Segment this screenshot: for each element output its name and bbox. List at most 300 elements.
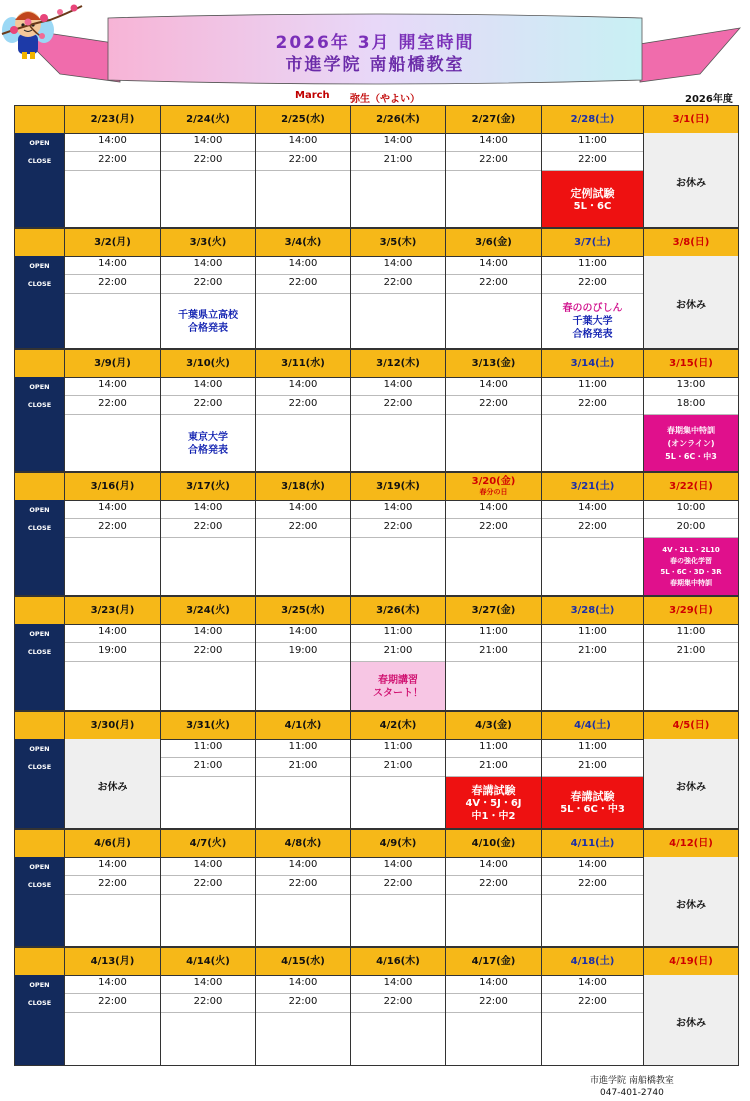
date-label: 3/11(水) <box>281 358 325 369</box>
event-line: 合格発表 <box>188 444 228 456</box>
date-cell <box>541 350 643 377</box>
closed-label: お休み <box>676 781 706 793</box>
close-label: CLOSE <box>27 763 52 771</box>
event-line: スタート！ <box>373 687 423 699</box>
close-time: 22:00 <box>98 878 127 889</box>
date-cell <box>255 350 350 377</box>
date-cell <box>350 229 445 256</box>
event-line: 5L・6C・3D・3R <box>660 568 722 576</box>
open-label: OPEN <box>29 981 50 989</box>
open-time: 11:00 <box>383 741 413 752</box>
date-label: 3/18(水) <box>281 481 325 492</box>
open-label: OPEN <box>29 383 50 391</box>
open-time: 14:00 <box>383 859 413 870</box>
day-column <box>445 133 541 228</box>
date-cell <box>160 830 255 857</box>
row-divider <box>446 661 541 662</box>
date-cell <box>255 830 350 857</box>
date-cell <box>445 597 541 624</box>
open-time: 14:00 <box>578 502 607 513</box>
event-line: (オンライン) <box>667 439 715 448</box>
close-time: 22:00 <box>383 996 413 1007</box>
close-label: CLOSE <box>27 648 52 656</box>
row-divider <box>351 414 445 415</box>
row-divider <box>65 642 160 643</box>
date-cell <box>445 948 541 975</box>
day-column <box>445 500 541 596</box>
day-column <box>350 975 445 1066</box>
row-divider <box>644 395 738 396</box>
date-cell <box>541 948 643 975</box>
date-cell <box>350 473 445 500</box>
open-time: 11:00 <box>578 626 607 637</box>
row-divider <box>446 757 541 758</box>
event-box <box>644 415 738 472</box>
row-divider <box>161 395 255 396</box>
row-divider <box>65 993 160 994</box>
date-label: 3/4(水) <box>284 237 322 248</box>
event-line: 4V・5J・6J <box>465 797 522 809</box>
row-divider <box>446 170 541 171</box>
row-divider <box>65 537 160 538</box>
date-cell <box>160 350 255 377</box>
close-time: 22:00 <box>578 878 607 889</box>
week-row <box>14 228 739 349</box>
date-cell <box>350 712 445 739</box>
close-label: CLOSE <box>27 999 52 1007</box>
row-divider <box>256 894 350 895</box>
event-line: 千葉県立高校 <box>178 309 238 321</box>
date-label: 3/24(火) <box>186 605 230 616</box>
open-time: 14:00 <box>479 379 508 390</box>
row-divider <box>161 518 255 519</box>
row-divider <box>351 274 445 275</box>
week-row <box>14 711 739 829</box>
date-header-row <box>15 596 738 625</box>
open-label: OPEN <box>29 630 50 638</box>
close-time: 22:00 <box>193 878 223 889</box>
row-divider <box>542 537 643 538</box>
event-line: 春講試験 <box>570 790 615 803</box>
date-label: 3/14(土) <box>570 358 615 369</box>
close-time: 22:00 <box>479 154 508 165</box>
row-divider <box>351 642 445 643</box>
date-label: 4/17(金) <box>471 956 516 967</box>
close-time: 22:00 <box>288 996 318 1007</box>
row-divider <box>542 274 643 275</box>
open-label: OPEN <box>29 262 50 270</box>
row-divider <box>256 414 350 415</box>
date-label: 3/6(金) <box>475 237 512 248</box>
event-line: 東京大学 <box>188 431 228 443</box>
day-column <box>255 739 350 829</box>
date-label: 2/24(火) <box>186 114 230 125</box>
close-label: CLOSE <box>27 881 52 889</box>
event-line: 5L・6C・中3 <box>665 452 717 461</box>
open-close-labels <box>15 624 64 711</box>
date-cell <box>350 106 445 133</box>
day-column <box>255 975 350 1066</box>
date-label: 2/25(水) <box>281 114 325 125</box>
event-line: 合格発表 <box>188 322 228 334</box>
open-time: 14:00 <box>193 502 223 513</box>
date-cell <box>643 948 738 975</box>
date-cell <box>64 712 160 739</box>
row-divider <box>542 414 643 415</box>
day-column <box>541 500 643 596</box>
close-time: 22:00 <box>383 277 413 288</box>
day-column <box>255 500 350 596</box>
close-time: 22:00 <box>193 521 223 532</box>
event-line: 5L・6C <box>573 200 612 212</box>
date-cell <box>255 229 350 256</box>
event-box <box>542 171 643 228</box>
row-divider <box>256 993 350 994</box>
close-time: 22:00 <box>98 398 127 409</box>
close-time: 22:00 <box>193 154 223 165</box>
row-divider <box>542 151 643 152</box>
close-time: 21:00 <box>479 760 508 771</box>
row-divider <box>446 518 541 519</box>
date-cell <box>445 473 541 500</box>
day-column <box>255 133 350 228</box>
open-label: OPEN <box>29 745 50 753</box>
date-cell <box>541 229 643 256</box>
close-label: CLOSE <box>27 157 52 165</box>
row-divider <box>542 894 643 895</box>
open-time: 14:00 <box>193 859 223 870</box>
title-banner <box>0 0 750 100</box>
day-column <box>445 624 541 711</box>
row-divider <box>542 1012 643 1013</box>
row-divider <box>256 661 350 662</box>
open-time: 14:00 <box>98 379 127 390</box>
row-divider <box>351 170 445 171</box>
date-cell <box>64 229 160 256</box>
row-divider <box>446 151 541 152</box>
date-label: 3/20(金) <box>471 476 516 487</box>
row-divider <box>351 293 445 294</box>
close-time: 22:00 <box>578 398 607 409</box>
close-label: CLOSE <box>27 524 52 532</box>
date-cell <box>64 473 160 500</box>
day-column <box>350 133 445 228</box>
date-label: 4/3(金) <box>475 720 512 731</box>
event-box <box>446 777 541 829</box>
day-column <box>64 975 160 1066</box>
day-column <box>64 857 160 947</box>
row-divider <box>446 293 541 294</box>
date-label: 3/26(木) <box>376 605 420 616</box>
row-divider <box>161 170 255 171</box>
open-time: 11:00 <box>383 626 413 637</box>
close-time: 20:00 <box>676 521 706 532</box>
day-column <box>445 256 541 349</box>
open-time: 14:00 <box>193 258 223 269</box>
close-time: 22:00 <box>193 277 223 288</box>
row-divider <box>446 875 541 876</box>
date-header-row <box>15 228 738 257</box>
day-column <box>160 500 255 596</box>
date-label: 2/26(木) <box>376 114 420 125</box>
close-time: 22:00 <box>288 878 318 889</box>
date-label: 3/21(土) <box>570 481 615 492</box>
row-divider <box>351 875 445 876</box>
row-divider <box>65 894 160 895</box>
open-time: 14:00 <box>98 258 127 269</box>
day-column <box>255 256 350 349</box>
open-time: 11:00 <box>578 741 607 752</box>
row-divider <box>542 661 643 662</box>
row-divider <box>351 1012 445 1013</box>
close-time: 21:00 <box>578 645 607 656</box>
event-line: 春講試験 <box>471 783 516 797</box>
row-divider <box>256 776 350 777</box>
closed-day <box>643 857 738 947</box>
row-divider <box>542 518 643 519</box>
date-cell <box>64 597 160 624</box>
date-label: 4/5(日) <box>672 720 710 731</box>
day-column <box>445 377 541 472</box>
close-label: CLOSE <box>27 401 52 409</box>
closed-label: お休み <box>97 781 128 793</box>
date-label: 3/10(火) <box>186 358 230 369</box>
row-divider <box>161 993 255 994</box>
date-label: 4/6(月) <box>94 838 131 849</box>
row-divider <box>351 518 445 519</box>
open-time: 14:00 <box>98 626 127 637</box>
row-divider <box>65 274 160 275</box>
date-label: 3/9(月) <box>94 358 131 369</box>
open-close-labels <box>15 377 64 472</box>
open-label: OPEN <box>29 863 50 871</box>
day-column <box>64 500 160 596</box>
row-divider <box>446 894 541 895</box>
open-time: 11:00 <box>578 135 607 146</box>
open-time: 14:00 <box>288 859 318 870</box>
date-label: 3/17(火) <box>186 481 230 492</box>
row-divider <box>446 537 541 538</box>
row-divider <box>351 395 445 396</box>
date-label: 3/25(水) <box>281 605 325 616</box>
open-time: 14:00 <box>288 502 318 513</box>
row-divider <box>256 293 350 294</box>
close-time: 22:00 <box>479 878 508 889</box>
close-time: 22:00 <box>383 878 413 889</box>
date-cell <box>445 229 541 256</box>
close-time: 21:00 <box>383 645 413 656</box>
date-cell <box>643 229 738 256</box>
date-header-row <box>15 711 738 740</box>
close-time: 22:00 <box>288 154 318 165</box>
event-line: 4V・2L1・2L10 <box>662 546 720 554</box>
row-divider <box>256 1012 350 1013</box>
date-cell <box>541 712 643 739</box>
date-cell <box>541 830 643 857</box>
footer <box>590 1075 674 1099</box>
close-time: 22:00 <box>383 398 413 409</box>
date-cell <box>64 948 160 975</box>
date-label: 4/4(土) <box>574 720 611 731</box>
date-label: 3/1(日) <box>672 114 710 125</box>
row-divider <box>256 395 350 396</box>
day-column <box>160 624 255 711</box>
event-line: 5L・6C・中3 <box>560 804 625 815</box>
event-line: 合格発表 <box>572 329 613 340</box>
open-time: 14:00 <box>479 502 508 513</box>
day-column <box>64 624 160 711</box>
day-column <box>64 133 160 228</box>
close-time: 18:00 <box>676 398 706 409</box>
open-time: 14:00 <box>383 977 413 988</box>
open-time: 14:00 <box>383 502 413 513</box>
event-box <box>542 777 643 829</box>
week-row <box>14 829 739 947</box>
date-label: 3/31(火) <box>186 720 230 731</box>
date-header-row <box>15 349 738 378</box>
date-label: 4/2(木) <box>379 720 417 731</box>
closed-label: お休み <box>676 178 706 189</box>
close-time: 22:00 <box>288 398 318 409</box>
date-label: 3/23(月) <box>90 605 135 616</box>
date-cell <box>541 473 643 500</box>
open-time: 11:00 <box>578 379 607 390</box>
close-time: 22:00 <box>479 521 508 532</box>
close-time: 22:00 <box>98 521 127 532</box>
open-time: 14:00 <box>383 258 413 269</box>
open-time: 14:00 <box>288 379 318 390</box>
date-label: 3/13(金) <box>471 358 516 369</box>
date-cell <box>160 948 255 975</box>
date-cell <box>160 712 255 739</box>
date-label: 2/27(金) <box>471 114 516 125</box>
row-divider <box>256 151 350 152</box>
row-divider <box>161 757 255 758</box>
day-column <box>160 857 255 947</box>
row-divider <box>351 151 445 152</box>
date-label: 4/11(土) <box>570 838 615 849</box>
date-label: 3/5(木) <box>379 237 417 248</box>
open-time: 14:00 <box>288 626 318 637</box>
date-cell <box>445 350 541 377</box>
event-box <box>161 294 255 349</box>
open-time: 14:00 <box>479 135 508 146</box>
close-time: 22:00 <box>578 154 607 165</box>
date-cell <box>643 712 738 739</box>
day-column <box>350 256 445 349</box>
row-divider <box>351 993 445 994</box>
row-divider <box>542 875 643 876</box>
row-divider <box>542 757 643 758</box>
row-divider <box>65 293 160 294</box>
open-close-labels <box>15 739 64 829</box>
close-time: 21:00 <box>193 760 223 771</box>
event-line: 春期集中特訓 <box>670 579 712 587</box>
date-label: 3/30(月) <box>90 720 135 731</box>
week-row <box>14 596 739 711</box>
date-cell <box>64 106 160 133</box>
day-column <box>255 857 350 947</box>
close-time: 22:00 <box>98 996 127 1007</box>
plum-blossom-icon <box>0 0 84 44</box>
close-time: 21:00 <box>676 645 706 656</box>
date-label: 4/13(月) <box>90 956 135 967</box>
date-label: 4/15(水) <box>281 956 325 967</box>
date-cell <box>255 473 350 500</box>
date-label: 3/22(日) <box>669 481 713 492</box>
row-divider <box>161 274 255 275</box>
date-label: 4/18(土) <box>570 956 615 967</box>
day-column <box>350 739 445 829</box>
row-divider <box>351 757 445 758</box>
close-time: 22:00 <box>578 521 607 532</box>
open-label: OPEN <box>29 506 50 514</box>
date-cell <box>541 597 643 624</box>
open-time: 11:00 <box>193 741 223 752</box>
row-divider <box>161 875 255 876</box>
open-time: 14:00 <box>98 859 127 870</box>
date-cell <box>643 350 738 377</box>
row-divider <box>446 642 541 643</box>
month-english: March <box>295 90 330 101</box>
row-divider <box>351 537 445 538</box>
row-divider <box>65 518 160 519</box>
row-divider <box>161 661 255 662</box>
week-bottom-border <box>15 1065 738 1066</box>
date-label: 3/2(月) <box>94 237 131 248</box>
row-divider <box>542 993 643 994</box>
date-label: 3/7(土) <box>574 237 611 248</box>
date-label: 4/12(日) <box>669 838 713 849</box>
event-box <box>351 662 445 711</box>
close-label: CLOSE <box>27 280 52 288</box>
row-divider <box>256 274 350 275</box>
date-cell <box>64 350 160 377</box>
close-time: 22:00 <box>193 645 223 656</box>
open-close-labels <box>15 857 64 947</box>
date-cell <box>255 597 350 624</box>
row-divider <box>65 1012 160 1013</box>
date-label: 2/23(月) <box>90 114 135 125</box>
date-label: 4/14(火) <box>186 956 230 967</box>
event-box <box>161 415 255 472</box>
date-cell <box>64 830 160 857</box>
date-label: 2/28(土) <box>570 114 615 125</box>
open-time: 14:00 <box>479 258 508 269</box>
row-divider <box>256 518 350 519</box>
fiscal-year-label: 2026年度 <box>685 94 733 105</box>
close-time: 21:00 <box>383 760 413 771</box>
event-box <box>542 294 643 349</box>
event-line: 春の強化学習 <box>670 557 712 565</box>
open-time: 14:00 <box>98 502 127 513</box>
date-header-row <box>15 472 738 501</box>
open-close-labels <box>15 133 64 228</box>
day-column <box>541 975 643 1066</box>
date-label: 4/19(日) <box>669 956 713 967</box>
close-time: 22:00 <box>479 398 508 409</box>
date-cell <box>350 350 445 377</box>
date-cell <box>255 712 350 739</box>
row-divider <box>65 170 160 171</box>
open-time: 14:00 <box>383 135 413 146</box>
closed-day <box>643 133 738 228</box>
closed-day <box>643 975 738 1066</box>
row-divider <box>256 537 350 538</box>
closed-day <box>643 256 738 349</box>
row-divider <box>65 151 160 152</box>
open-close-labels <box>15 256 64 349</box>
